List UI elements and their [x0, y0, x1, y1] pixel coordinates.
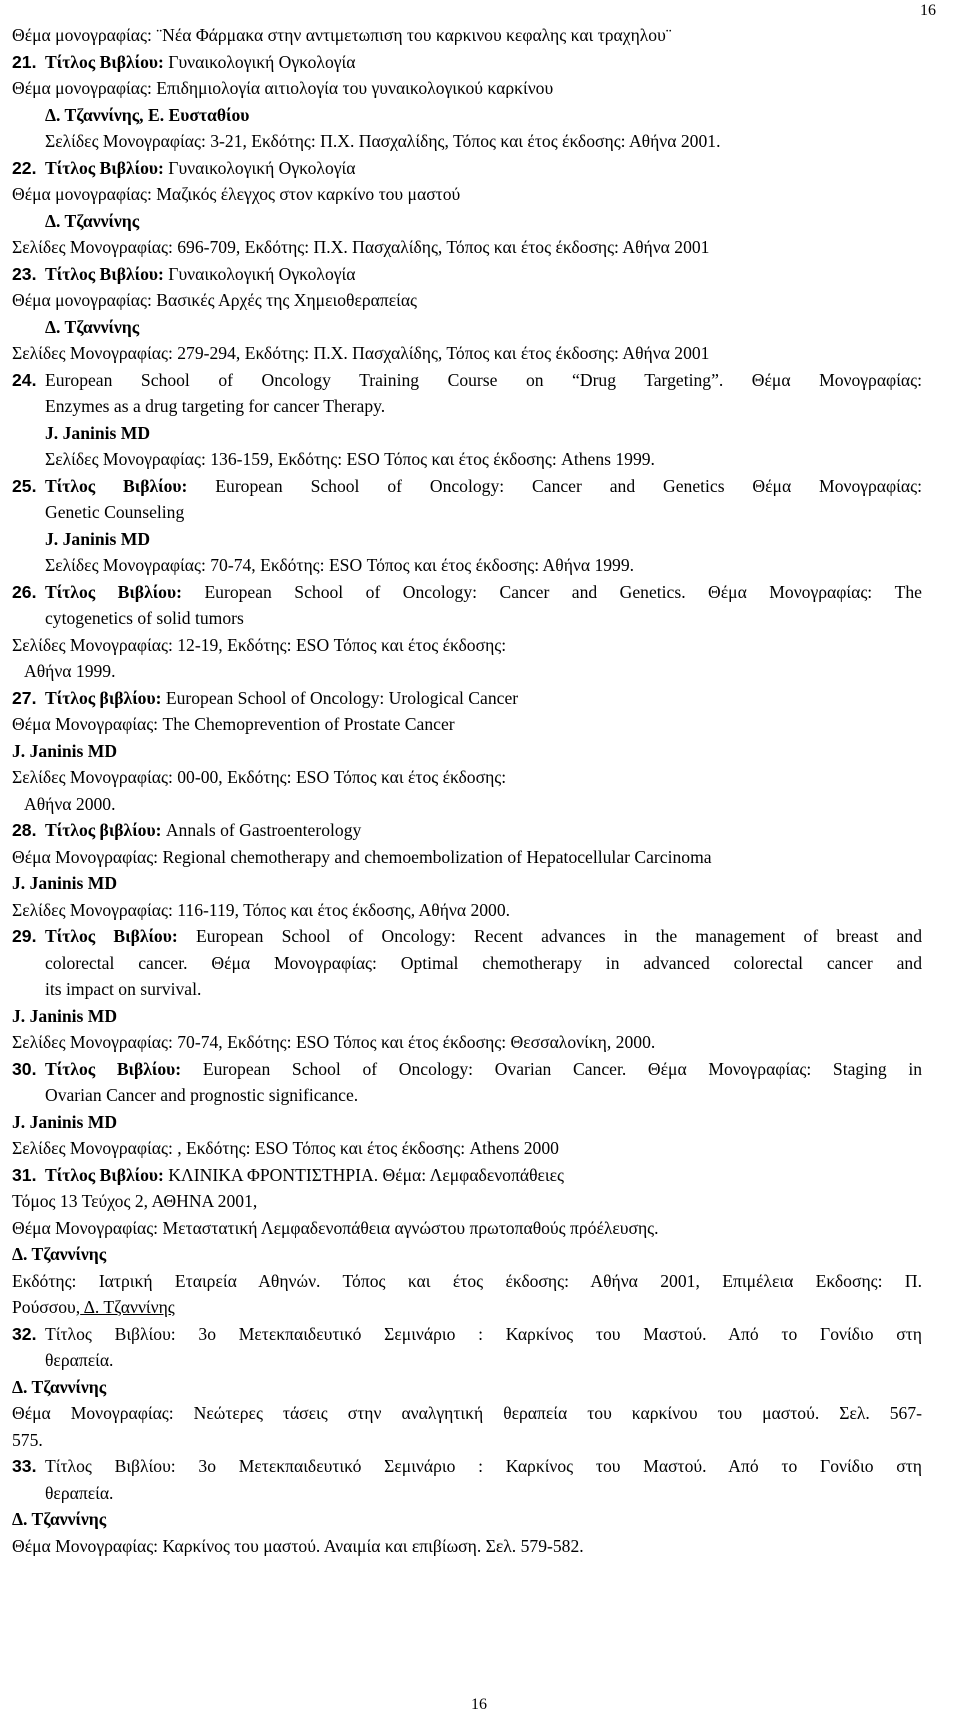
entry-32-authors: Δ. Τζαννίνης — [12, 1376, 107, 1397]
entry-30-line2: Ovarian Cancer and prognostic significance. — [45, 1085, 359, 1105]
entry-20-theme: Θέμα μονογραφίας: ¨Νέα Φάρμακα στην αντιμετωπιση του καρκινου κεφαλης και τραχηλου¨ — [12, 25, 672, 45]
title-label: Τίτλος Βιβλίου: — [45, 581, 182, 602]
entry-23-title — [12, 261, 922, 288]
title-label: Τίτλος βιβλίου: — [45, 687, 162, 708]
entry-27-theme: Θέμα Μονογραφίας: The Chemoprevention of Prostate Cancer — [12, 714, 455, 734]
entry-25-line2: Genetic Counseling — [45, 502, 185, 522]
entry-32-line2: θεραπεία. — [45, 1350, 114, 1370]
entry-25-line1 — [12, 473, 922, 500]
entry-28-pages: Σελίδες Μονογραφίας: 116-119, Τόπος και έτος έκδοσης, Αθήνα 2000. — [12, 899, 511, 920]
title-label: Τίτλος Βιβλίου: — [45, 263, 164, 284]
entry-number: 27. — [12, 687, 37, 708]
entry-number: 33. — [12, 1456, 37, 1476]
entry-22-title — [12, 155, 922, 182]
entry-24-pages: Σελίδες Μονογραφίας: 136-159, Εκδότης: ESO Τόπος και έτος έκδοσης: Athens 1999. — [45, 449, 655, 469]
entry-27-authors: J. Janinis MD — [12, 740, 118, 761]
book-title: ΚΛΙΝΙΚΑ ΦΡΟΝΤΙΣΤΗΡΙΑ. Θέμα: Λεμφαδενοπάθειες — [163, 1164, 564, 1185]
entry-22-theme: Θέμα μονογραφίας: Μαζικός έλεγχος στον καρκίνο του μαστού — [12, 184, 461, 204]
entry-28-authors: J. Janinis MD — [12, 873, 118, 893]
title-label: Τίτλος Βιβλίου: — [45, 1058, 182, 1079]
entry-25-pages: Σελίδες Μονογραφίας: 70-74, Εκδότης: ESO Τόπος και έτος έκδοσης: Αθήνα 1999. — [45, 555, 635, 575]
entry-29-line3: its impact on survival. — [45, 979, 202, 999]
entry-31-publisher-2 — [12, 1294, 922, 1321]
entry-number: 21. — [12, 51, 37, 72]
entry-30-authors: J. Janinis MD — [12, 1111, 118, 1132]
entry-24-authors: J. Janinis MD — [45, 422, 151, 443]
entry-33-theme: Θέμα Μονογραφίας: Καρκίνος του μαστού. Αναιμία και επιβίωση. Σελ. 579-582. — [12, 1535, 584, 1556]
entry-29-title: European School of Oncology: Recent advances in the management of breast and — [195, 926, 922, 946]
entry-number: 31. — [12, 1164, 37, 1185]
entry-23-theme: Θέμα μονογραφίας: Βασικές Αρχές της Χημειοθεραπείας — [12, 290, 418, 310]
entry-24-line2: Enzymes as a drug targeting for cancer Therapy. — [45, 396, 386, 416]
entry-27-place: Αθήνα 2000. — [24, 793, 116, 814]
entry-number: 24. — [12, 369, 37, 390]
page-number-bottom: 16 — [471, 1696, 487, 1713]
book-title: Annals of Gastroenterology — [161, 820, 362, 840]
entry-29-authors: J. Janinis MD — [12, 1005, 118, 1026]
title-label: Τίτλος Βιβλίου: — [45, 1164, 164, 1185]
entry-33-authors: Δ. Τζαννίνης — [12, 1509, 107, 1529]
entry-31-theme: Θέμα Μονογραφίας: Μεταστατική Λεμφαδενοπάθεια αγνώστου πρωτοπαθούς πρόέλευσης. — [12, 1217, 659, 1238]
entry-21-title — [12, 49, 922, 76]
entry-27-pages: Σελίδες Μονογραφίας: 00-00, Εκδότης: ESO Τόπος και έτος έκδοσης: — [12, 767, 507, 787]
entry-26-place: Αθήνα 1999. — [24, 661, 116, 681]
entry-33-title: Τίτλος Βιβλίου: 3ο Μετεκπαιδευτικό Σεμινάριο : Καρκίνος του Μαστού. Από το Γονίδιο στη — [45, 1456, 922, 1476]
editor-link[interactable]: Δ. Τζαννίνης — [80, 1297, 175, 1317]
entry-26-line1 — [12, 579, 922, 606]
entry-33-line2: θεραπεία. — [45, 1482, 114, 1503]
entry-24-line1 — [12, 367, 922, 394]
entry-31-authors: Δ. Τζαννίνης — [12, 1244, 107, 1264]
entry-24-title: European School of Oncology Training Course on “Drug Targeting”. Θέμα Μονογραφίας: — [45, 369, 922, 390]
title-label: Τίτλος Βιβλίου: — [45, 475, 188, 496]
entry-23-pages: Σελίδες Μονογραφίας: 279-294, Εκδότης: Π.Χ. Πασχαλίδης, Τόπος και έτος έκδοσης: Αθήνα 2001 — [12, 343, 710, 363]
entry-29-pages: Σελίδες Μονογραφίας: 70-74, Εκδότης: ESO Τόπος και έτος έκδοσης: Θεσσαλονίκη, 2000. — [12, 1032, 656, 1052]
book-title: Γυναικολογική Ογκολογία — [163, 51, 356, 72]
book-title: Γυναικολογική Ογκολογία — [163, 263, 356, 284]
book-title: Γυναικολογική Ογκολογία — [163, 157, 356, 178]
entry-33-line1 — [12, 1453, 922, 1480]
entry-31-title — [12, 1162, 922, 1189]
entry-28-title — [12, 817, 922, 844]
book-title: European School of Oncology: Urological Cancer — [161, 687, 519, 708]
entry-21-theme: Θέμα μονογραφίας: Επιδημιολογία αιτιολογία του γυναικολογικού καρκίνου — [12, 78, 554, 98]
entry-26-line2: cytogenetics of solid tumors — [45, 608, 244, 628]
entry-23-authors: Δ. Τζαννίνης — [45, 316, 140, 337]
title-label: Τίτλος Βιβλίου: — [45, 157, 164, 178]
entry-number: 29. — [12, 926, 37, 946]
title-label: Τίτλος Βιβλίου: — [45, 51, 164, 72]
entry-31-publisher: Εκδότης: Ιατρική Εταιρεία Αθηνών. Τόπος και έτος έκδοσης: Αθήνα 2001, Επιμέλεια Εκδοσης: Π. — [12, 1270, 922, 1291]
entry-number: 28. — [12, 820, 37, 840]
bibliography-list — [12, 22, 922, 1559]
entry-number: 30. — [12, 1058, 37, 1079]
entry-32-theme: Θέμα Μονογραφίας: Νεώτερες τάσεις στην αναλγητική θεραπεία του καρκίνου του μαστού. Σελ. 567- — [12, 1403, 922, 1423]
entry-number: 25. — [12, 475, 37, 496]
entry-32-line1 — [12, 1321, 922, 1348]
entry-30-pages: Σελίδες Μονογραφίας: , Εκδότης: ESO Τόπος και έτος έκδοσης: Athens 2000 — [12, 1138, 559, 1158]
entry-30-title: European School of Oncology: Ovarian Cancer. Θέμα Μονογραφίας: Staging in — [202, 1058, 923, 1079]
entry-29-line1 — [12, 923, 922, 950]
entry-21-authors: Δ. Τζαννίνης, Ε. Ευσταθίου — [45, 104, 250, 125]
entry-number: 22. — [12, 157, 37, 178]
title-label: Τίτλος βιβλίου: — [45, 820, 162, 840]
entry-number: 26. — [12, 581, 37, 602]
editor-name: Ρούσσου, — [12, 1297, 81, 1317]
entry-26-pages: Σελίδες Μονογραφίας: 12-19, Εκδότης: ESO Τόπος και έτος έκδοσης: — [12, 634, 507, 655]
entry-25-title: European School of Oncology: Cancer and Genetics Θέμα Μονογραφίας: — [215, 475, 922, 496]
entry-32-theme-2: 575. — [12, 1429, 43, 1450]
entry-26-title: European School of Oncology: Cancer and Genetics. Θέμα Μονογραφίας: The — [204, 581, 922, 602]
entry-32-title: Τίτλος Βιβλίου: 3ο Μετεκπαιδευτικό Σεμινάριο : Καρκίνος του Μαστού. Από το Γονίδιο στη — [45, 1323, 922, 1344]
entry-25-authors: J. Janinis MD — [45, 528, 151, 549]
entry-22-authors: Δ. Τζαννίνης — [45, 210, 140, 231]
entry-31-issue: Τόμος 13 Τεύχος 2, ΑΘΗΝΑ 2001, — [12, 1191, 258, 1211]
entry-29-line2: colorectal cancer. Θέμα Μονογραφίας: Optimal chemotherapy in advanced colorectal cancer and — [45, 952, 922, 973]
entry-30-line1 — [12, 1056, 922, 1083]
page-number-top: 16 — [920, 2, 936, 19]
title-label: Τίτλος Βιβλίου: — [45, 926, 178, 946]
entry-21-pages: Σελίδες Μονογραφίας: 3-21, Εκδότης: Π.Χ. Πασχαλίδης, Τόπος και έτος έκδοσης: Αθήνα 2001. — [45, 131, 721, 151]
entry-27-title — [12, 685, 922, 712]
entry-number: 23. — [12, 263, 37, 284]
entry-number: 32. — [12, 1323, 37, 1344]
entry-22-pages: Σελίδες Μονογραφίας: 696-709, Εκδότης: Π.Χ. Πασχαλίδης, Τόπος και έτος έκδοσης: Αθήνα 2001 — [12, 237, 710, 257]
entry-28-theme: Θέμα Μονογραφίας: Regional chemotherapy and chemoembolization of Hepatocellular Carcinoma — [12, 846, 712, 867]
